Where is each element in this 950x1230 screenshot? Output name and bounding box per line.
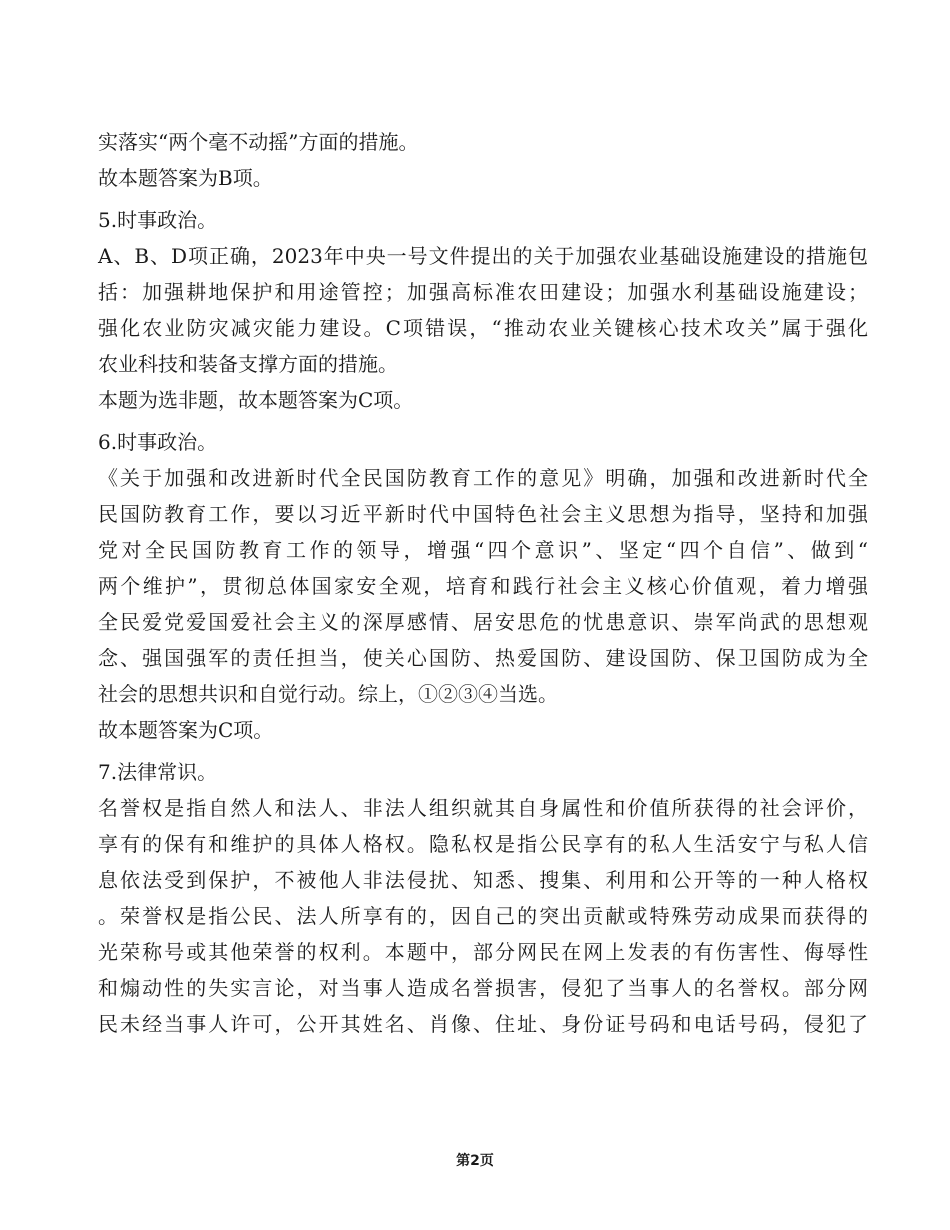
- text-line: 括：加强耕地保护和用途管控；加强高标准农田建设；加强水利基础设施建设；: [98, 280, 868, 304]
- text-line: 和煽动性的失实言论，对当事人造成名誉损害，侵犯了当事人的名誉权。部分网: [98, 976, 868, 1000]
- text-line: 党对全民国防教育工作的领导，增强“四个意识”、坚定“四个自信”、做到“: [98, 538, 868, 562]
- text-line: 故本题答案为B项。: [98, 166, 273, 190]
- text-line: 光荣称号或其他荣誉的权利。本题中，部分网民在网上发表的有伤害性、侮辱性: [98, 940, 868, 964]
- document-body: [98, 124, 868, 1042]
- text-line: 两个维护”，贯彻总体国家安全观，培育和践行社会主义核心价值观，着力增强: [98, 574, 868, 598]
- text-line: 。荣誉权是指公民、法人所享有的，因自己的突出贡献或特殊劳动成果而获得的: [98, 904, 868, 928]
- text-line: 强化农业防灾减灾能力建设。C项错误，“推动农业关键核心技术攻关”属于强化: [98, 316, 868, 340]
- text-line: 名誉权是指自然人和法人、非法人组织就其自身属性和价值所获得的社会评价，: [98, 796, 868, 820]
- text-line: 《关于加强和改进新时代全民国防教育工作的意见》明确，加强和改进新时代全: [98, 466, 868, 490]
- section-5: [98, 202, 868, 418]
- section-6: [98, 424, 868, 748]
- text-line: 实落实“两个毫不动摇”方面的措施。: [98, 130, 419, 154]
- text-line: 社会的思想共识和自觉行动。综上，①②③④当选。: [98, 682, 558, 706]
- text-line: 民国防教育工作，要以习近平新时代中国特色社会主义思想为指导，坚持和加强: [98, 502, 868, 526]
- page-number: 第2页: [456, 1153, 494, 1169]
- answer-line: 故本题答案为C项。: [98, 718, 274, 742]
- text-line: 农业科技和装备支撑方面的措施。: [98, 352, 398, 376]
- text-line: 享有的保有和维护的具体人格权。隐私权是指公民享有的私人生活安宁与私人信: [98, 832, 868, 856]
- text-line: 息依法受到保护，不被他人非法侵扰、知悉、搜集、利用和公开等的一种人格权: [98, 868, 868, 892]
- text-line: 全民爱党爱国爱社会主义的深厚感情、居安思危的忧患意识、崇军尚武的思想观: [98, 610, 868, 634]
- section-heading: 5.时事政治。: [98, 208, 218, 232]
- section-heading: 6.时事政治。: [98, 430, 218, 454]
- section-heading: 7.法律常识。: [98, 760, 218, 784]
- text-line: A、B、D项正确，2023年中央一号文件提出的关于加强农业基础设施建设的措施包: [98, 244, 868, 268]
- section-7: [98, 754, 868, 1042]
- answer-line: 本题为选非题，故本题答案为C项。: [98, 388, 414, 412]
- text-line: 念、强国强军的责任担当，使关心国防、热爱国防、建设国防、保卫国防成为全: [98, 646, 868, 670]
- text-line: 民未经当事人许可，公开其姓名、肖像、住址、身份证号码和电话号码，侵犯了: [98, 1012, 868, 1036]
